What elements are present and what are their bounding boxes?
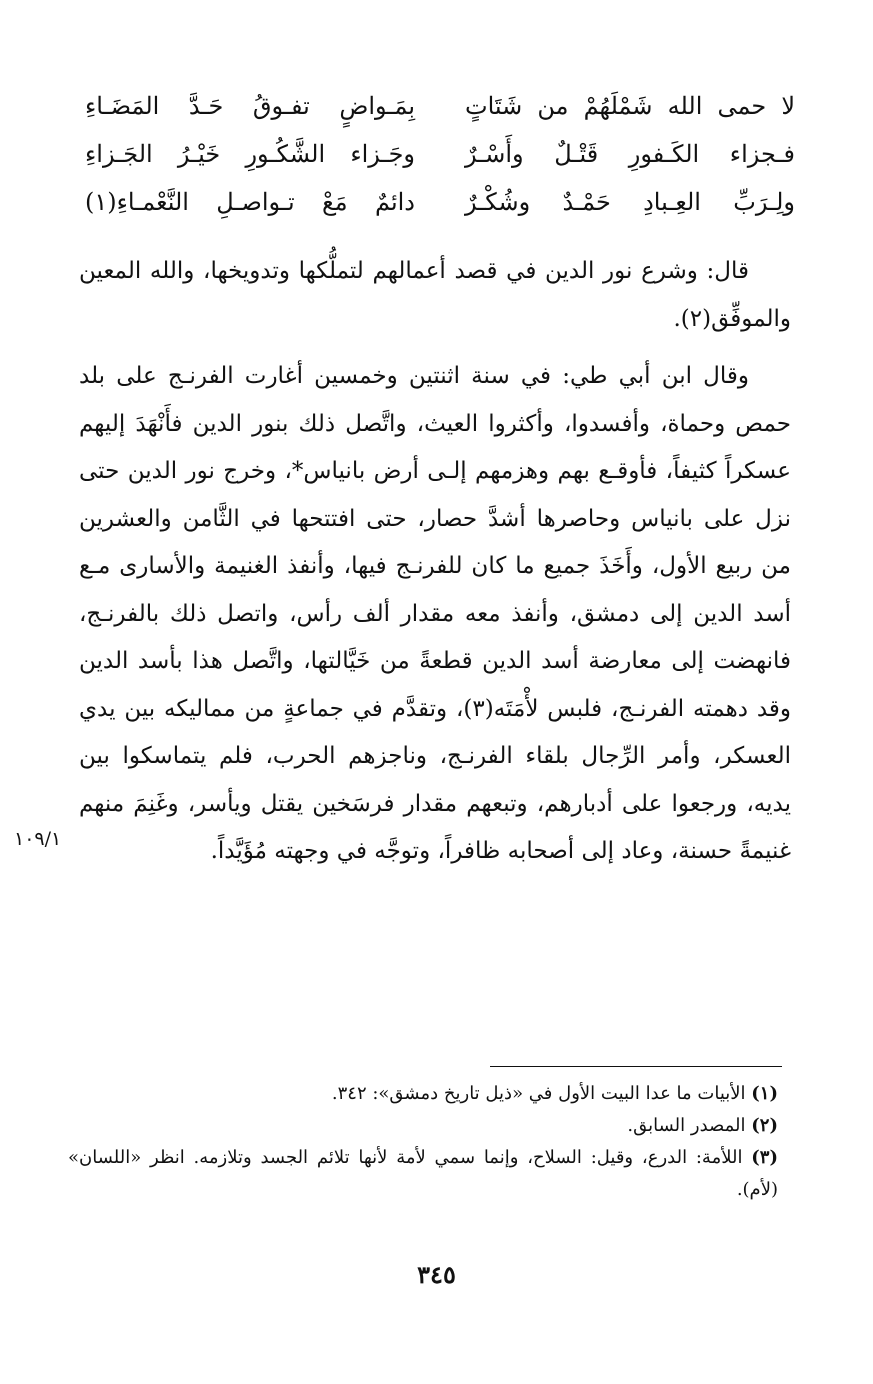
footnote bbox=[68, 1078, 778, 1110]
page-number: ٣٤٥ bbox=[417, 1260, 456, 1289]
footnote-number: (٢) bbox=[751, 1115, 778, 1136]
body-paragraph: قال: وشرع نور الدين في قصد أعمالهم لتملُّكها وتدويخها، والله المعين والموفِّق(٢). bbox=[79, 258, 791, 332]
verse-line bbox=[75, 130, 795, 178]
verse-second-hemistich: بِمَـواضٍ تفـوقُ حَـدَّ المَضَـاءِ bbox=[85, 92, 415, 120]
body-paragraph: وقال ابن أبي طي: في سنة اثنتين وخمسين أغارت الفرنـج على بلد حمص وحماة، وأفسدوا، وأكثروا العيث، واتَّصل ذلك بنور الدين فأَنْهَدَ إليهم عسكراً كثيفاً، فأوقـع بهم وهزمهم إلـى أرض بانياس*، وخرج نور الدين حتى نزل على بانياس وحاصرها أشدَّ حصار، حتى افتتحها في الثَّامن والعشرين من ربيع الأول، وأَخَذَ جميع ما كان للفرنـج فيها، وأنفذ الغنيمة والأسارى مـع أسد الدين إلى دمشق، وأنفذ معه مقدار ألف رأس، واتصل ذلك بالفرنـج، فانهضت إلى معارضة أسد الدين قطعةً من خَيَّالتها، واتَّصل هذا بأسد الدين وقد دهمته الفرنـج، فلبس لأْمَتَه(٣)، وتقدَّم في جماعةٍ من مماليكه بين يدي العسكر، وأمر الرِّجال بلقاء الفرنـج، وناجزهم الحرب، فلم يتماسكوا بين يديه، ورجعوا على أدبارهم، وتبعهم مقدار فرسَخين يقتل ويأسر، وغَنِمَ منهم غنيمةً حسنة، وعاد إلى أصحابه ظافراً، وتوجَّه في وجهته مُؤَيَّداً. bbox=[79, 363, 791, 864]
footnote bbox=[68, 1142, 778, 1206]
footnote-number: (١) bbox=[751, 1083, 778, 1104]
verse-first-hemistich: ولِـرَبِّ العِـبادِ حَمْـدٌ وشُكْـرٌ bbox=[465, 188, 795, 216]
verse-line bbox=[75, 178, 795, 226]
margin-reference: ١٠٩/١ bbox=[14, 828, 62, 850]
footnote-number: (٣) bbox=[751, 1147, 778, 1168]
footnote-text: الأبيات ما عدا البيت الأول في «ذيل تاريخ دمشق»: ٣٤٢. bbox=[331, 1083, 746, 1104]
verse-first-hemistich: فـجزاء الكَـفورِ قَتْـلٌ وأَسْـرٌ bbox=[465, 140, 795, 168]
verse-line bbox=[75, 82, 795, 130]
footnote bbox=[68, 1110, 778, 1142]
footnote-text: المصدر السابق. bbox=[627, 1115, 746, 1136]
footnote-divider bbox=[490, 1066, 782, 1067]
verse-second-hemistich: دائمٌ مَعْ تـواصـلِ النَّعْمـاءِ(١) bbox=[85, 188, 415, 216]
footnotes bbox=[68, 1078, 778, 1206]
verse-first-hemistich: لا حمى الله شَمْلَهُمْ من شَتَاتٍ bbox=[465, 92, 795, 120]
verse-second-hemistich: وجَـزاء الشَّكُـورِ خَيْـرُ الجَـزاءِ bbox=[85, 140, 415, 168]
footnote-text: اللأمة: الدرع، وقيل: السلاح، وإنما سمي لأمة لأنها تلائم الجسد وتلازمه. انظر «اللسان» (لأم). bbox=[68, 1147, 778, 1200]
poem-block bbox=[75, 82, 795, 226]
